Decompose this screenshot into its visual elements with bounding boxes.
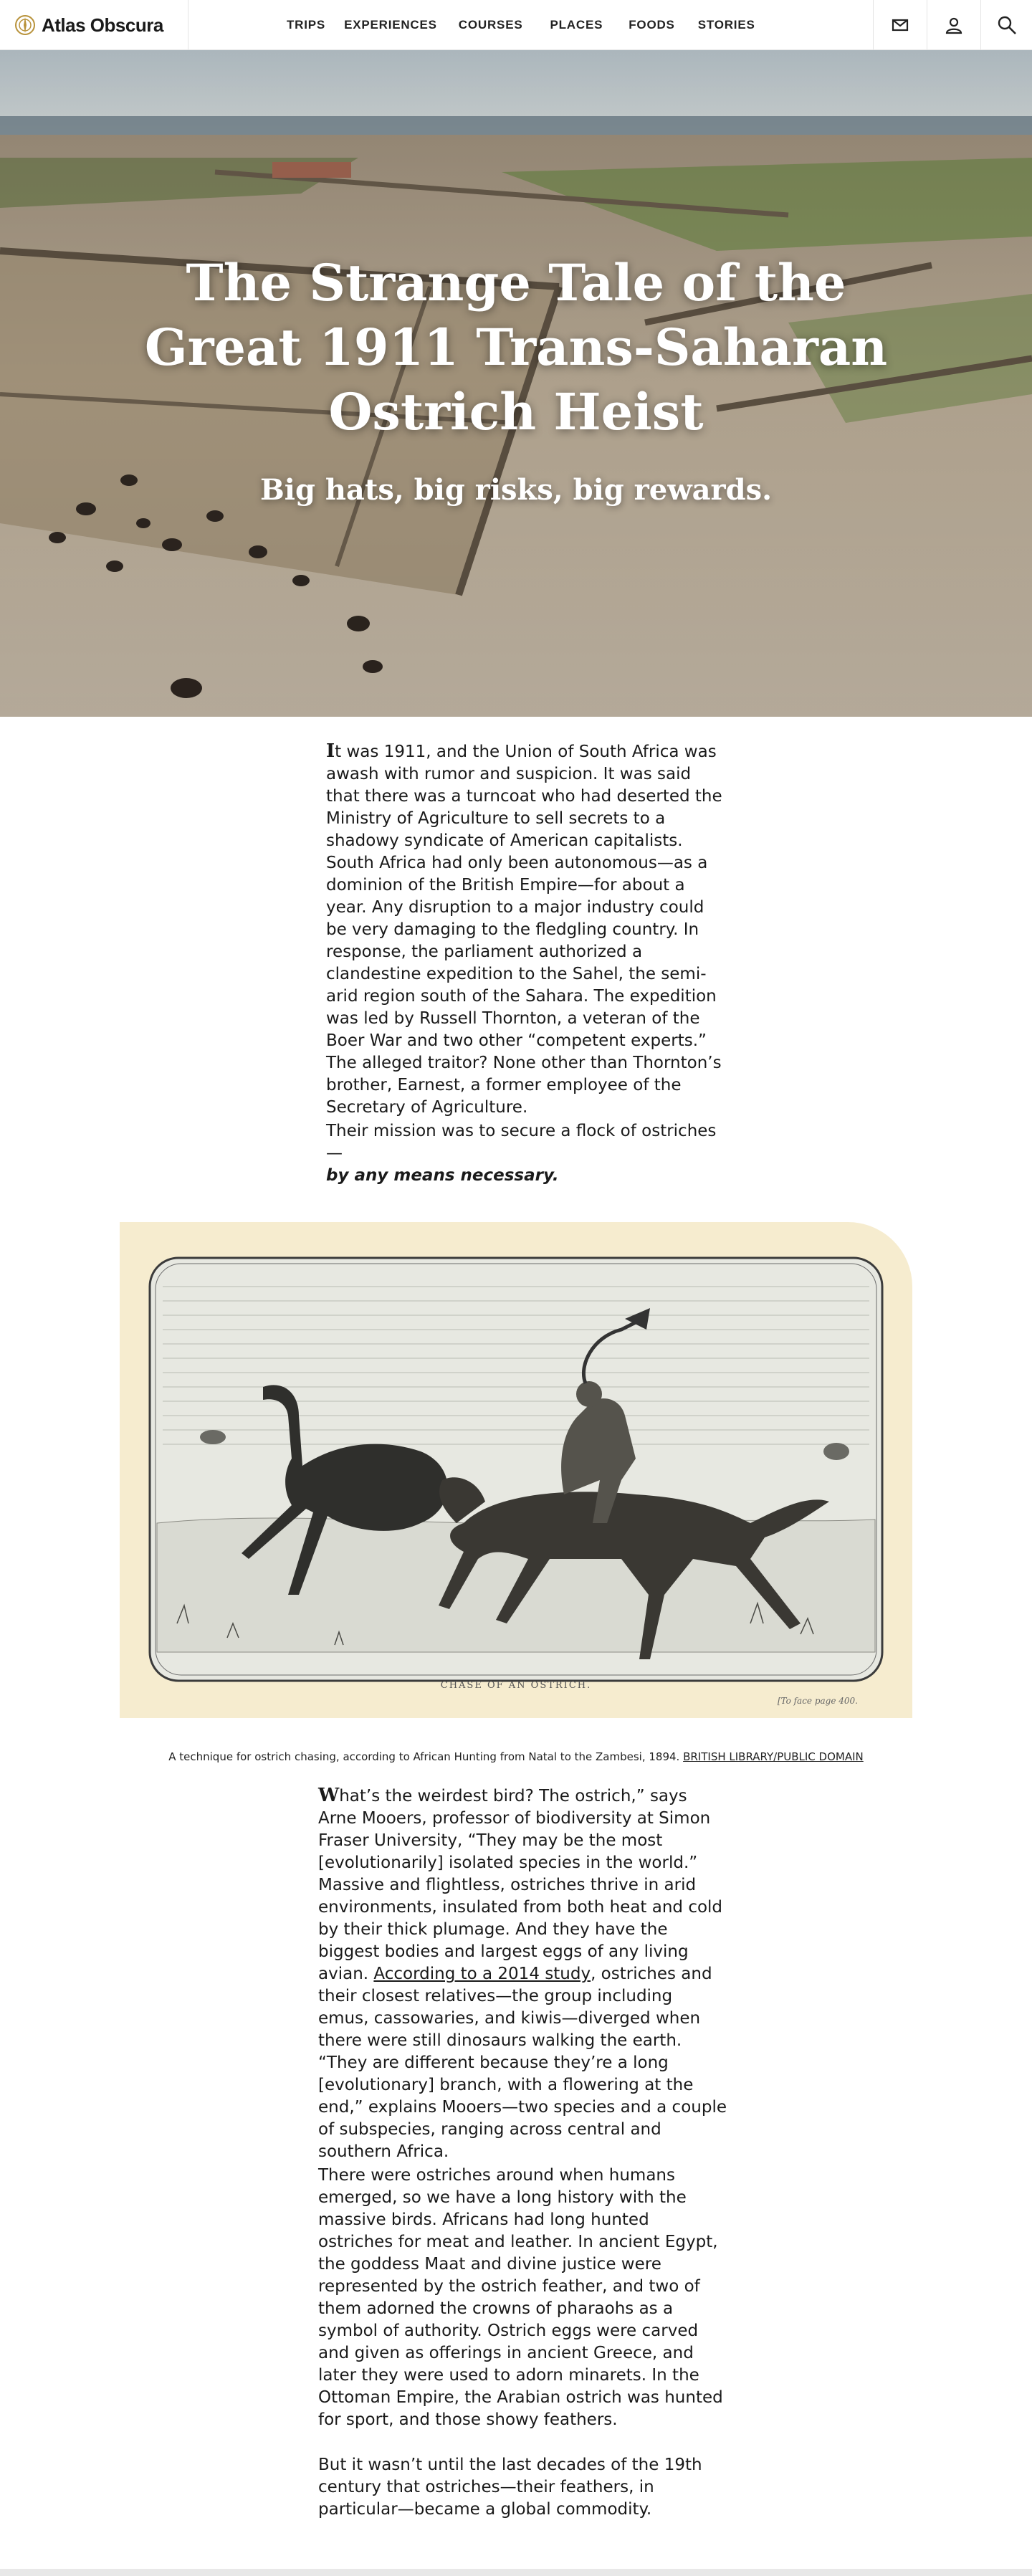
nav-link-places[interactable]: PLACES [550, 18, 603, 32]
plate-caption: CHASE OF AN OSTRICH. [440, 1680, 592, 1691]
image-credit-link[interactable]: BRITISH LIBRARY/PUBLIC DOMAIN [683, 1750, 864, 1763]
intro-paragraph-2 [326, 1120, 724, 1187]
nav-link-experiences[interactable]: EXPERIENCES [344, 18, 437, 32]
page-title: The Strange Tale of the Great 1911 Trans-Saharan Ostrich Heist [144, 253, 888, 442]
main-nav-links [287, 0, 774, 50]
article-paragraph-1-part-2: , ostriches and their closest relatives—the group including emus, cassowaries, and kiwis—diverged when there were still dinosaurs walking the earth. “They are different because they’re a long [evolutionary] branch, with a flowering at the end,” explains Mooers—two species and a couple of subspecies, ranging across central and southern Africa. [318, 1965, 727, 2161]
article-paragraph-2: There were ostriches around when humans emerged, so we have a long history with the massive birds. Africans had long hunted ostriches for meat and leather. In ancient Egypt, the goddess Maat and divine justice were represented by the ostrich feather, and two of them adorned the crowns of pharaohs as a symbol of authority. Ostrich eggs were carved and given as offerings in ancient Greece, and later they were used to adorn minarets. In the Ottoman Empire, the Arabian ostrich was hunted for sport, and those showy feathers. [318, 2166, 723, 2429]
ostrich-chase-engraving [120, 1222, 912, 1718]
mail-icon [892, 18, 909, 32]
figure-caption [0, 1750, 1032, 1763]
top-nav [0, 0, 1032, 50]
dropcap: W [318, 1785, 340, 1806]
logo-compass-icon [14, 14, 36, 36]
account-button[interactable] [927, 0, 980, 50]
intro-paragraph-2-text: Their mission was to secure a flock of ostriches— [326, 1122, 717, 1163]
hero [0, 50, 1032, 717]
nav-link-foods[interactable]: FOODS [629, 18, 675, 32]
user-icon [945, 16, 963, 34]
nav-link-trips[interactable]: TRIPS [287, 18, 326, 32]
logo-text: Atlas Obscura [42, 14, 163, 36]
mail-button[interactable] [873, 0, 927, 50]
article-paragraph-1-part-1: hat’s the weirdest bird? The ostrich,” says Arne Mooers, professor of biodiversity at Simon Fraser University, “They may be the most [evolutionarily] isolated species in the world.” Massive and flightless, ostriches thrive in arid environments, insulated from both heat and cold by their thick plumage. And they have the biggest bodies and largest eggs of any living avian. [318, 1787, 723, 1983]
figure-caption-text: A technique for ostrich chasing, according to African Hunting from Natal to the Zambesi, 1894. [168, 1750, 684, 1763]
study-link[interactable]: According to a 2014 study [373, 1965, 591, 1983]
search-icon [997, 15, 1017, 35]
search-button[interactable] [980, 0, 1032, 50]
logo[interactable] [14, 0, 163, 50]
intro-paragraph-1-text: t was 1911, and the Union of South Africa was awash with rumor and suspicion. It was said that there was a turncoat who had deserted the Ministry of Agriculture to sell secrets to a shadowy syndicate of American capitalists. South Africa had only been autonomous—as a dominion of the British Empire—for about a year. Any disruption to a major industry could be very damaging to the fledgling country. In response, the parliament authorized a clandestine expedition to the Sahel, the semi-arid region south of the Sahara. The expedition was led by Russell Thornton, a veteran of the Boer War and two other “competent experts.” The alleged traitor? None other than Thornton’s brother, Earnest, a former employee of the Secretary of Agriculture. [326, 743, 722, 1117]
dropcap: I [326, 740, 335, 762]
intro-paragraph-1 [326, 740, 724, 1119]
nav-link-stories[interactable]: STORIES [697, 18, 755, 32]
page-subtitle: Big hats, big risks, big rewards. [259, 473, 773, 507]
nav-link-courses[interactable]: COURSES [458, 18, 523, 32]
article-paragraph-3: But it wasn’t until the last decades of the 19th century that ostriches—their feathers, in particular—became a global commodity. [318, 2456, 702, 2519]
intro-emphasis: by any means necessary. [326, 1166, 559, 1185]
plate-page-note: [To face page 400. [777, 1696, 858, 1706]
article-figure[interactable] [120, 1222, 912, 1718]
article-paragraph-1 [318, 1785, 727, 2163]
page-bottom-bar [0, 2569, 1032, 2576]
